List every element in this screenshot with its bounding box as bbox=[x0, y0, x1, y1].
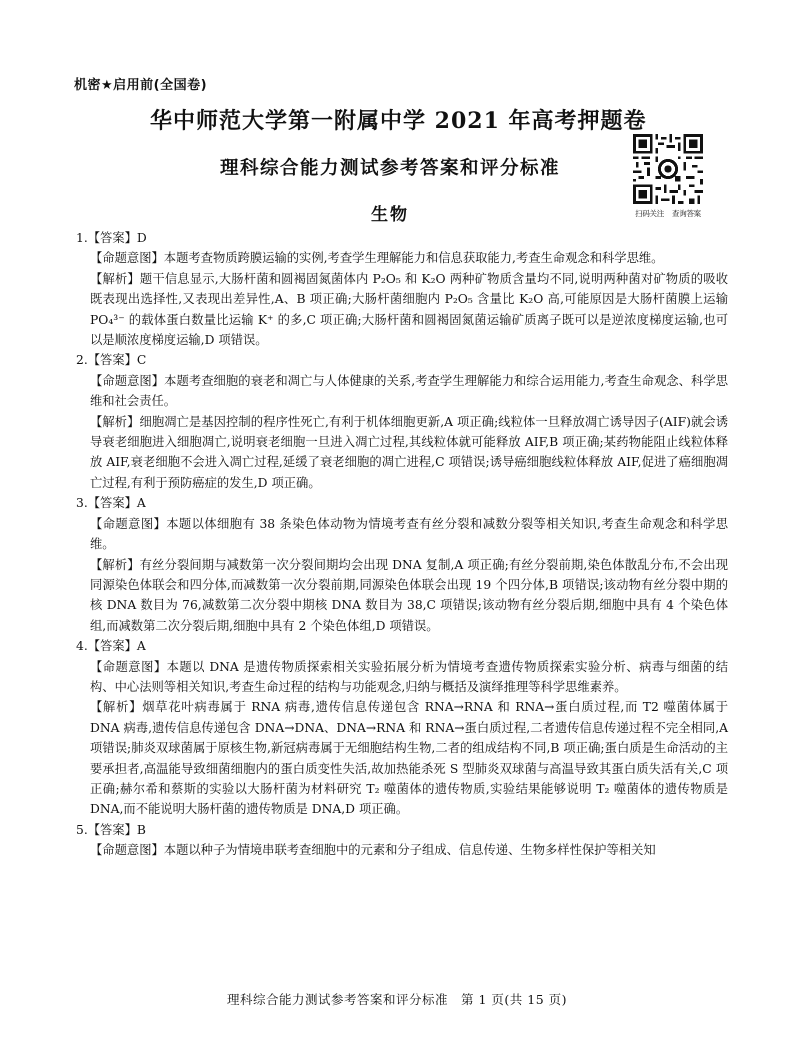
intent-paragraph: 【命题意图】本题以种子为情境串联考查细胞中的元素和分子组成、信息传递、生物多样性保护等相关知 bbox=[90, 843, 656, 858]
qr-caption bbox=[628, 208, 708, 219]
page-footer: 理科综合能力测试参考答案和评分标准 第 1 页(共 15 页) bbox=[226, 992, 567, 1007]
analysis-paragraph: 【解析】题干信息显示,大肠杆菌和圆褐固氮菌体内 P₂O₅ 和 K₂O 两种矿物质含量均不同,说明两种菌对矿物质的吸收既表现出选择性,又表现出差异性,A、B 项正确;大肠杆菌细胞内 P₂O₅ 含量比 K₂O 高,可能原因是大肠杆菌膜上运输 PO₄³⁻ 的载体蛋白数量比运输 K⁺ 的多,C 项正确;大肠杆菌和圆褐固氮菌运输矿质离子既可以是逆浓度梯度运输,也可以是顺浓度梯度运输,D 项错误。 bbox=[90, 271, 728, 348]
intent-paragraph: 【命题意图】本题以体细胞有 38 条染色体动物为情境考查有丝分裂和减数分裂等相关知识,考查生命观念和科学思维。 bbox=[90, 516, 728, 552]
question-number: 1. bbox=[76, 231, 88, 245]
answer-text: 【答案】B bbox=[87, 822, 146, 837]
answer-text: 【答案】A bbox=[87, 496, 146, 511]
answer-content bbox=[76, 228, 728, 861]
question-answer-line bbox=[76, 493, 728, 513]
answer-text: 【答案】C bbox=[87, 353, 147, 368]
intent-paragraph: 【命题意图】本题考查细胞的衰老和凋亡与人体健康的关系,考查学生理解能力和综合运用能力,考查生命观念、科学思维和社会责任。 bbox=[90, 373, 728, 409]
question-4 bbox=[76, 636, 728, 820]
question-answer-line bbox=[76, 228, 728, 248]
question-number: 5. bbox=[76, 822, 88, 837]
question-number: 2. bbox=[76, 353, 88, 368]
analysis-paragraph: 【解析】细胞凋亡是基因控制的程序性死亡,有利于机体细胞更新,A 项正确;线粒体一旦释放凋亡诱导因子(AIF)就会诱导衰老细胞进入细胞凋亡,说明衰老细胞一旦进入凋亡过程,其线粒体就可能释放 AIF,B 项正确;某药物能阻止线粒体释放 AIF,衰老细胞不会进入凋亡过程,延缓了衰老细胞的凋亡进程,C 项错误;诱导癌细胞线粒体释放 AIF,促进了癌细胞凋亡过程,有利于预防癌症的发生,D 项正确。 bbox=[90, 414, 728, 490]
answer-text: 【答案】D bbox=[87, 231, 147, 245]
analysis-paragraph: 【解析】烟草花叶病毒属于 RNA 病毒,遗传信息传递包含 RNA→RNA 和 RNA→蛋白质过程,而 T2 噬菌体属于 DNA 病毒,遗传信息传递包含 DNA→DNA、DNA→RNA 和 RNA→蛋白质过程,二者遗传信息传递过程不完全相同,A 项错误;肺炎双球菌属于原核生物,新冠病毒属于无细胞结构生物,二者的组成结构不同,B 项正确;蛋白质是生命活动的主要承担者,高温能导致细菌细胞内的蛋白质变性失活,故加热能杀死 S 型肺炎双球菌与高温导致其蛋白质失活有关,C 项正确;赫尔希和蔡斯的实验以大肠杆菌为材料研究 T₂ 噬菌体的遗传物质,实验结果能够说明 T₂ 噬菌体的遗传物质是 DNA,而不能说明大肠杆菌的遗传物质是 DNA,D 项正确。 bbox=[90, 700, 728, 817]
answer-text: 【答案】A bbox=[87, 639, 146, 654]
qr-code-icon bbox=[633, 134, 703, 204]
subject-heading: 生物 bbox=[371, 205, 409, 225]
exam-title: 华中师范大学第一附属中学 2021 年高考押题卷 bbox=[150, 108, 647, 134]
question-1 bbox=[76, 228, 728, 350]
question-number: 3. bbox=[76, 496, 88, 511]
intent-paragraph: 【命题意图】本题以 DNA 是遗传物质探索相关实验拓展分析为情境考查遗传物质探索实验分析、病毒与细菌的结构、中心法则等相关知识,考查生命过程的结构与功能观念,归纳与概括及演绎推理等科学思维素养。 bbox=[90, 659, 728, 694]
question-number: 4. bbox=[76, 639, 88, 654]
question-answer-line bbox=[76, 350, 728, 370]
analysis-paragraph: 【解析】有丝分裂间期与减数第一次分裂间期均会出现 DNA 复制,A 项正确;有丝分裂前期,染色体散乱分布,不会出现同源染色体联会和四分体,而减数第一次分裂前期,同源染色体联会出现 19 个四分体,B 项错误;该动物有丝分裂中期的核 DNA 数目为 76,减数第二次分裂中期核 DNA 数目为 38,C 项错误;该动物有丝分裂后期,细胞中具有 4 个染色体组,而减数第二次分裂后期,细胞中具有 2 个染色体组,D 项错误。 bbox=[90, 557, 728, 633]
question-3 bbox=[76, 493, 728, 636]
question-answer-line bbox=[76, 636, 728, 656]
question-5 bbox=[76, 820, 728, 861]
confidential-label: 机密★启用前(全国卷) bbox=[74, 78, 208, 93]
intent-paragraph: 【命题意图】本题考查物质跨膜运输的实例,考查学生理解能力和信息获取能力,考查生命观念和科学思维。 bbox=[90, 251, 664, 266]
qr-caption-answers: 查询答案 bbox=[672, 209, 701, 218]
question-2 bbox=[76, 350, 728, 493]
qr-code-block bbox=[628, 134, 708, 219]
question-answer-line bbox=[76, 820, 728, 840]
exam-subtitle: 理科综合能力测试参考答案和评分标准 bbox=[219, 158, 560, 179]
qr-caption-follow: 扫码关注 bbox=[635, 209, 664, 218]
